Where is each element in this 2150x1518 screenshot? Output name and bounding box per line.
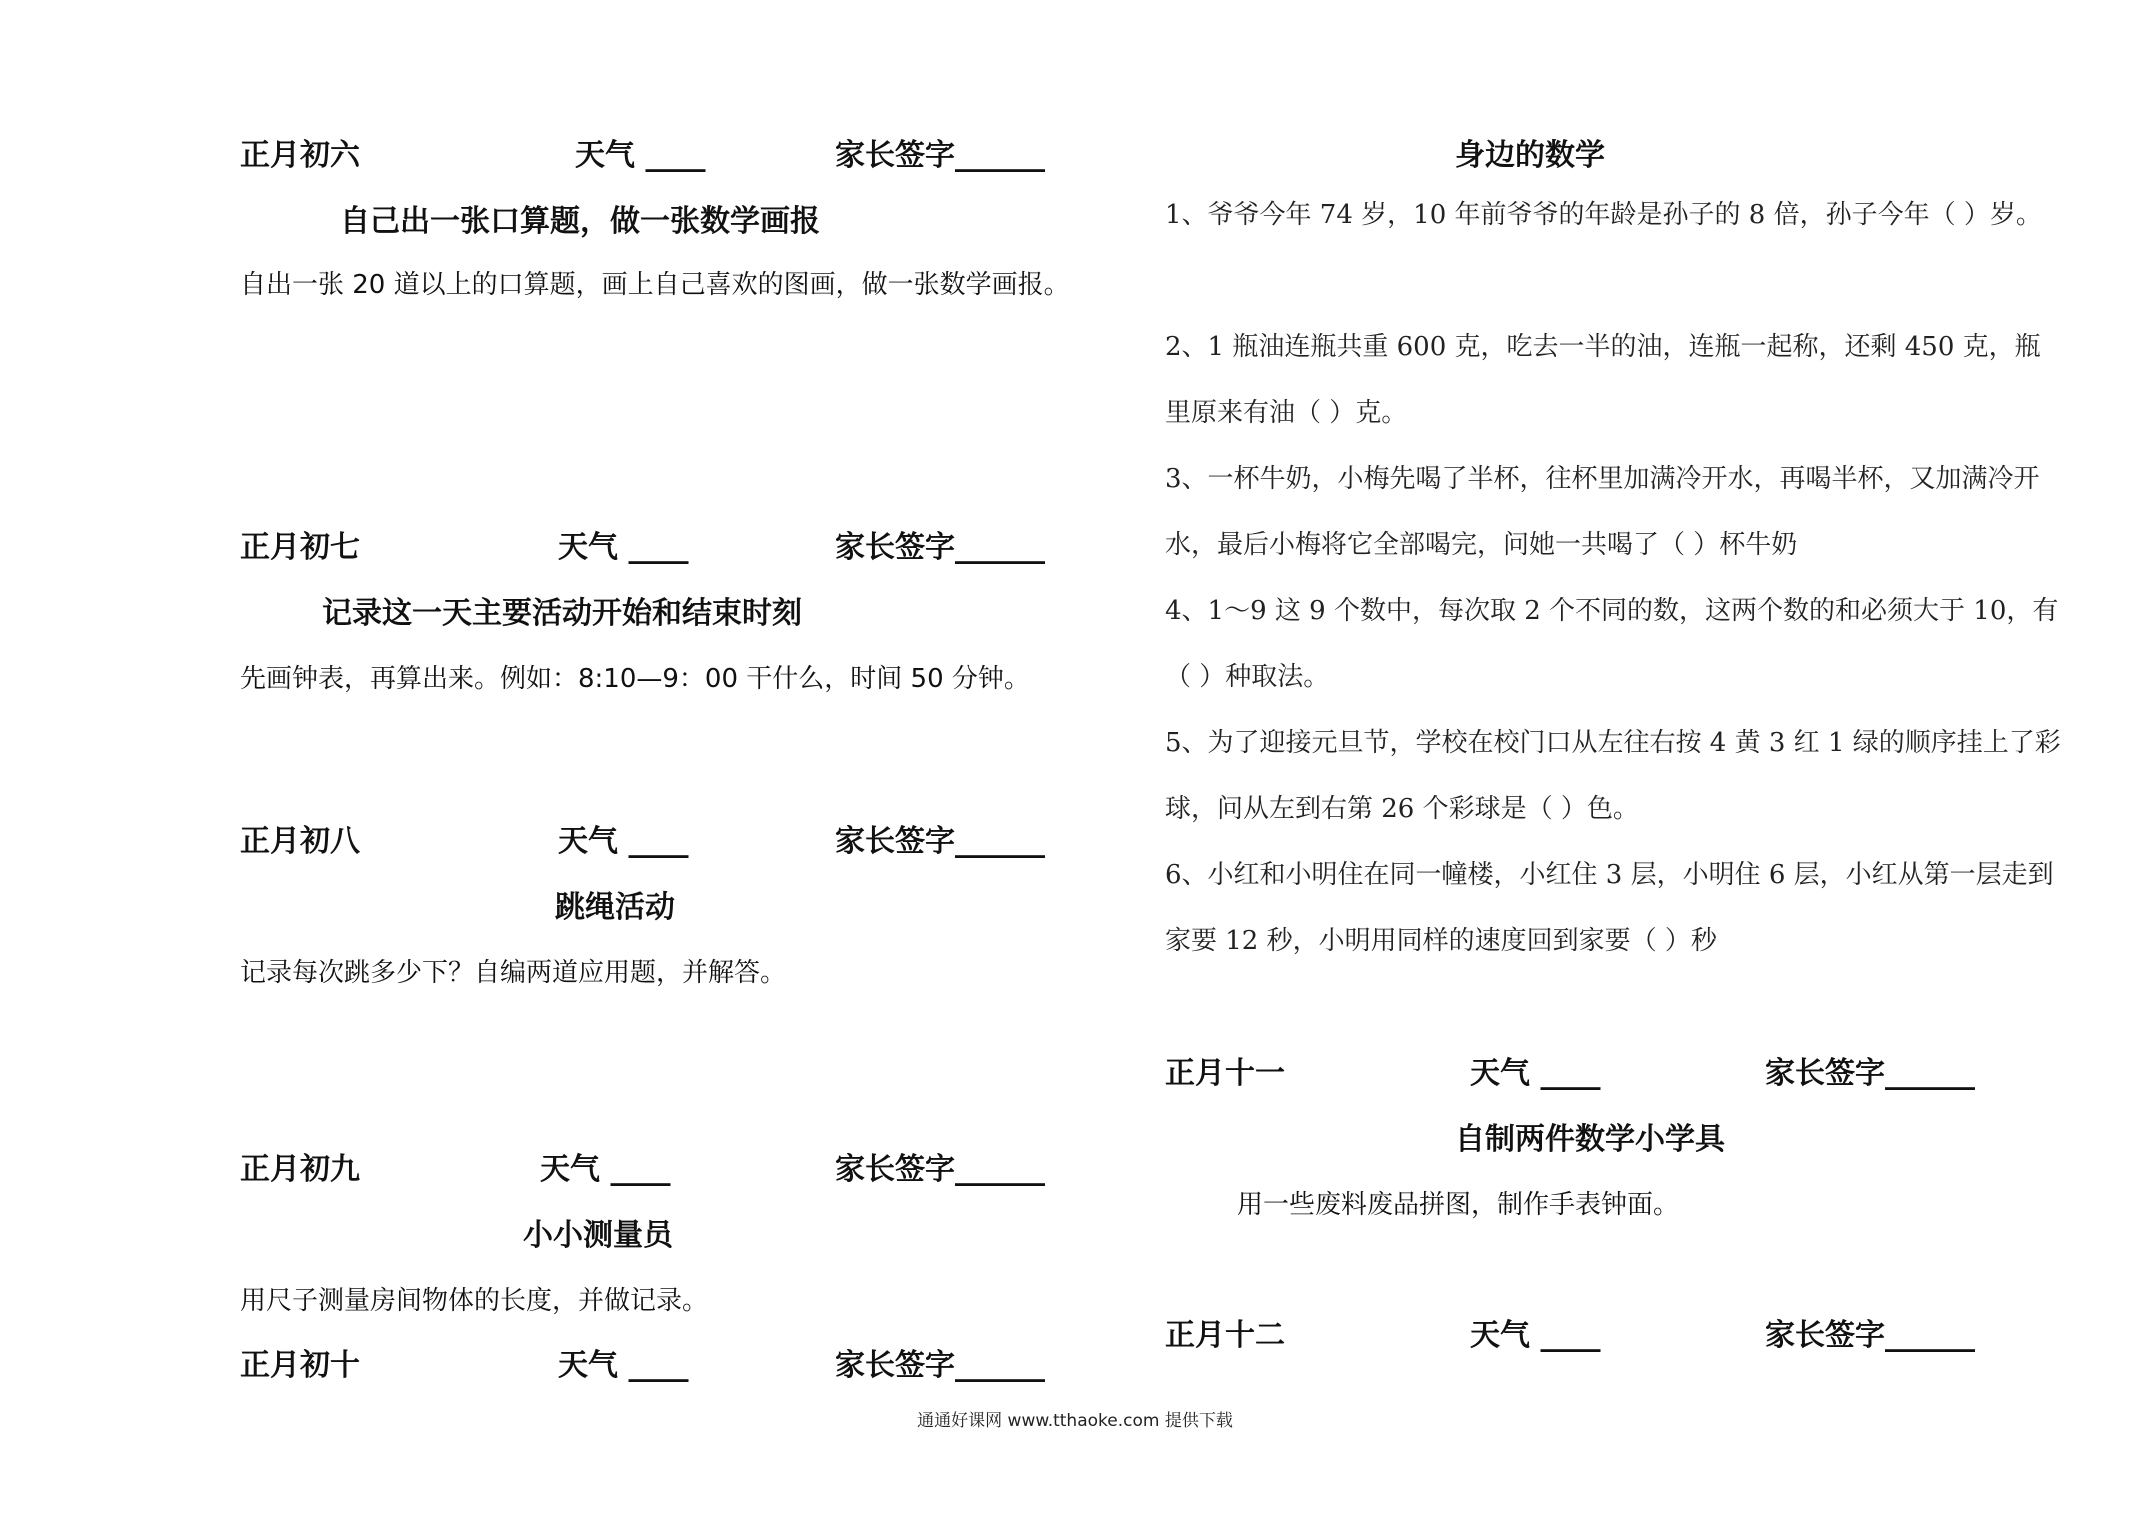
activity-title: 自己出一张口算题，做一张数学画报	[340, 204, 820, 239]
activity-description: 用尺子测量房间物体的长度，并做记录。	[240, 1286, 709, 1316]
parent-signature-field: 家长签字______	[835, 530, 1045, 565]
question-item: 6、小红和小明住在同一幢楼，小红住 3 层，小明住 6 层，小红从第一层走到家要 12 秒，小明用同样的速度回到家要（ ）秒	[1165, 860, 2054, 956]
activity-description: 记录每次跳多少下？自编两道应用题，并解答。	[240, 958, 787, 988]
weather-field: 天气 ____	[1470, 1056, 1601, 1091]
section-title: 身边的数学	[1455, 138, 1605, 173]
weather-field: 天气 ____	[540, 1152, 671, 1187]
activity-description: 先画钟表，再算出来。例如：8:10—9：00 干什么，时间 50 分钟。	[240, 664, 1030, 694]
activity-description: 自出一张 20 道以上的口算题，画上自己喜欢的图画，做一张数学画报。	[240, 270, 1070, 300]
day-date: 正月十二	[1165, 1318, 1285, 1353]
day-header	[240, 1340, 1120, 1384]
day-header	[240, 522, 1120, 566]
weather-field: 天气 ____	[558, 824, 689, 859]
day-date: 正月初六	[240, 138, 360, 173]
day-date: 正月初九	[240, 1152, 360, 1187]
weather-field: 天气 ____	[558, 530, 689, 565]
right-column	[1165, 130, 2065, 1400]
day-header	[240, 130, 1120, 174]
parent-signature-field: 家长签字______	[835, 1152, 1045, 1187]
parent-signature-field: 家长签字______	[1765, 1318, 1975, 1353]
activity-title: 记录这一天主要活动开始和结束时刻	[322, 596, 802, 631]
question-item: 3、一杯牛奶，小梅先喝了半杯，往杯里加满冷开水，再喝半杯，又加满冷开水，最后小梅将它全部喝完，问她一共喝了（ ）杯牛奶	[1165, 464, 2040, 560]
day-date: 正月初十	[240, 1348, 360, 1383]
day-header	[240, 1144, 1120, 1188]
day-date: 正月初八	[240, 824, 360, 859]
weather-field: 天气 ____	[558, 1348, 689, 1383]
question-item: 2、1 瓶油连瓶共重 600 克，吃去一半的油，连瓶一起称，还剩 450 克，瓶里原来有油（ ）克。	[1165, 332, 2041, 428]
day-header	[1165, 1310, 2065, 1354]
activity-description: 用一些废料废品拼图，制作手表钟面。	[1237, 1190, 1680, 1220]
day-date: 正月十一	[1165, 1056, 1285, 1091]
activity-title: 自制两件数学小学具	[1455, 1122, 1725, 1157]
parent-signature-field: 家长签字______	[835, 138, 1045, 173]
question-item: 5、为了迎接元旦节，学校在校门口从左往右按 4 黄 3 红 1 绿的顺序挂上了彩球，问从左到右第 26 个彩球是（ ）色。	[1165, 728, 2061, 824]
question-item: 1、爷爷今年 74 岁，10 年前爷爷的年龄是孙子的 8 倍，孙子今年（ ）岁。	[1165, 200, 2042, 230]
question-item: 4、1～9 这 9 个数中，每次取 2 个不同的数，这两个数的和必须大于 10，有（ ）种取法。	[1165, 596, 2059, 692]
weather-field: 天气 ____	[575, 138, 706, 173]
parent-signature-field: 家长签字______	[835, 1348, 1045, 1383]
parent-signature-field: 家长签字______	[1765, 1056, 1975, 1091]
activity-title: 跳绳活动	[555, 890, 675, 925]
day-header	[240, 816, 1120, 860]
activity-title: 小小测量员	[523, 1218, 673, 1253]
weather-field: 天气 ____	[1470, 1318, 1601, 1353]
left-column	[240, 130, 1120, 1400]
footer-credit: 通通好课网 www.tthaoke.com 提供下载	[917, 1411, 1233, 1431]
parent-signature-field: 家长签字______	[835, 824, 1045, 859]
day-header	[1165, 1048, 2065, 1092]
day-date: 正月初七	[240, 530, 360, 565]
